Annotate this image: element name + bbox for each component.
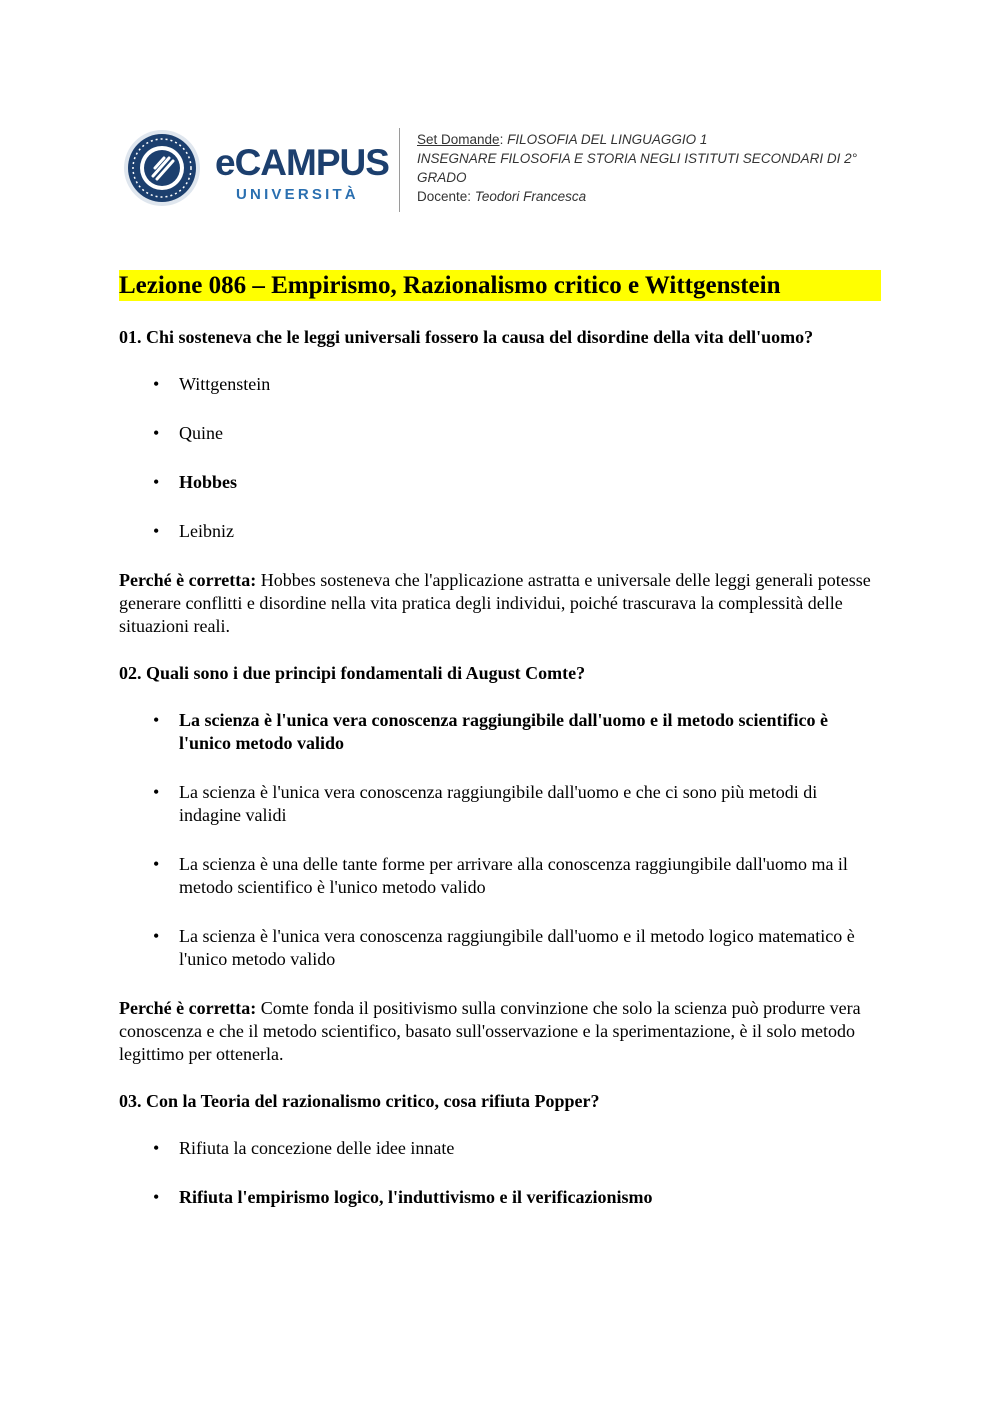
set-label: Set Domande: [417, 132, 500, 147]
header-meta: [417, 130, 887, 206]
bullet-icon: •: [153, 854, 160, 874]
bullet-icon: •: [153, 782, 160, 802]
option-item: • Quine: [153, 423, 223, 443]
bullet-icon: •: [153, 1187, 160, 1207]
options-list-03: [119, 1137, 879, 1209]
bullet-icon: •: [153, 710, 160, 730]
explanation-label: Perché è corretta:: [119, 570, 257, 590]
question-01: 01. Chi sosteneva che le leggi universali fossero la causa del disordine della vita dell'uomo?: [119, 327, 814, 347]
bullet-icon: •: [153, 926, 160, 946]
bullet-icon: •: [153, 472, 160, 492]
bullet-icon: •: [153, 374, 160, 394]
explanation-text: Hobbes sosteneva che l'applicazione astratta e universale delle leggi generali potesse generare conflitti e disordine nella vita pratica degli individui, poiché trascurava la complessità delle situazioni reali.: [119, 570, 871, 636]
option-item: • Leibniz: [153, 521, 234, 541]
correct-option-item: • La scienza è l'unica vera conoscenza raggiungibile dall'uomo e il metodo scientifico è l'unico metodo valido: [153, 710, 828, 753]
bullet-icon: •: [153, 521, 160, 541]
ecampus-logo: [120, 122, 390, 214]
logo-brand-name: eCAMPUS: [215, 142, 389, 183]
question-03: 03. Con la Teoria del razionalismo critico, cosa rifiuta Popper?: [119, 1091, 600, 1111]
logo-subtitle: UNIVERSITÀ: [236, 186, 359, 203]
explanation-text: Comte fonda il positivismo sulla convinzione che solo la scienza può produrre vera conoscenza e che il metodo scientifico, basato sull'osservazione e la sperimentazione, è il solo metodo legittimo per ottenerla.: [119, 998, 861, 1064]
bullet-icon: •: [153, 423, 160, 443]
explanation-02: [119, 997, 879, 1066]
set-line: Set Domande: FILOSOFIA DEL LINGUAGGIO 1: [417, 132, 708, 147]
options-list-01: [119, 373, 879, 543]
university-seal-icon: [122, 128, 202, 208]
course-name: INSEGNARE FILOSOFIA E STORIA NEGLI ISTITUTI SECONDARI DI 2° GRADO: [417, 151, 857, 185]
option-item: • La scienza è una delle tante forme per arrivare alla conoscenza raggiungibile dall'uomo ma il metodo scientifico è l'unico metodo valido: [153, 854, 848, 897]
questions-content: [119, 326, 879, 1235]
option-item: • Rifiuta la concezione delle idee innate: [153, 1138, 455, 1158]
explanation-label: Perché è corretta:: [119, 998, 257, 1018]
teacher-name: Teodori Francesca: [474, 189, 587, 204]
explanation-01: [119, 569, 879, 638]
option-item: • La scienza è l'unica vera conoscenza raggiungibile dall'uomo e che ci sono più metodi di indagine validi: [153, 782, 818, 825]
header-divider: [399, 128, 400, 212]
teacher-line: [417, 187, 887, 206]
bullet-icon: •: [153, 1138, 160, 1158]
lesson-title: Lezione 086 – Empirismo, Razionalismo critico e Wittgenstein: [119, 270, 881, 301]
teacher-label: Docente:: [417, 189, 472, 204]
correct-option-item: • Rifiuta l'empirismo logico, l'induttivismo e il verificazionismo: [153, 1187, 653, 1207]
option-item: • La scienza è l'unica vera conoscenza raggiungibile dall'uomo e il metodo logico matematico è l'unico metodo valido: [153, 926, 855, 969]
option-item: • Wittgenstein: [153, 374, 271, 394]
correct-option-item: • Hobbes: [153, 472, 238, 492]
question-02: 02. Quali sono i due principi fondamentali di August Comte?: [119, 663, 586, 683]
set-value: FILOSOFIA DEL LINGUAGGIO 1: [507, 132, 708, 147]
options-list-02: [119, 709, 879, 971]
document-header: [120, 122, 880, 214]
